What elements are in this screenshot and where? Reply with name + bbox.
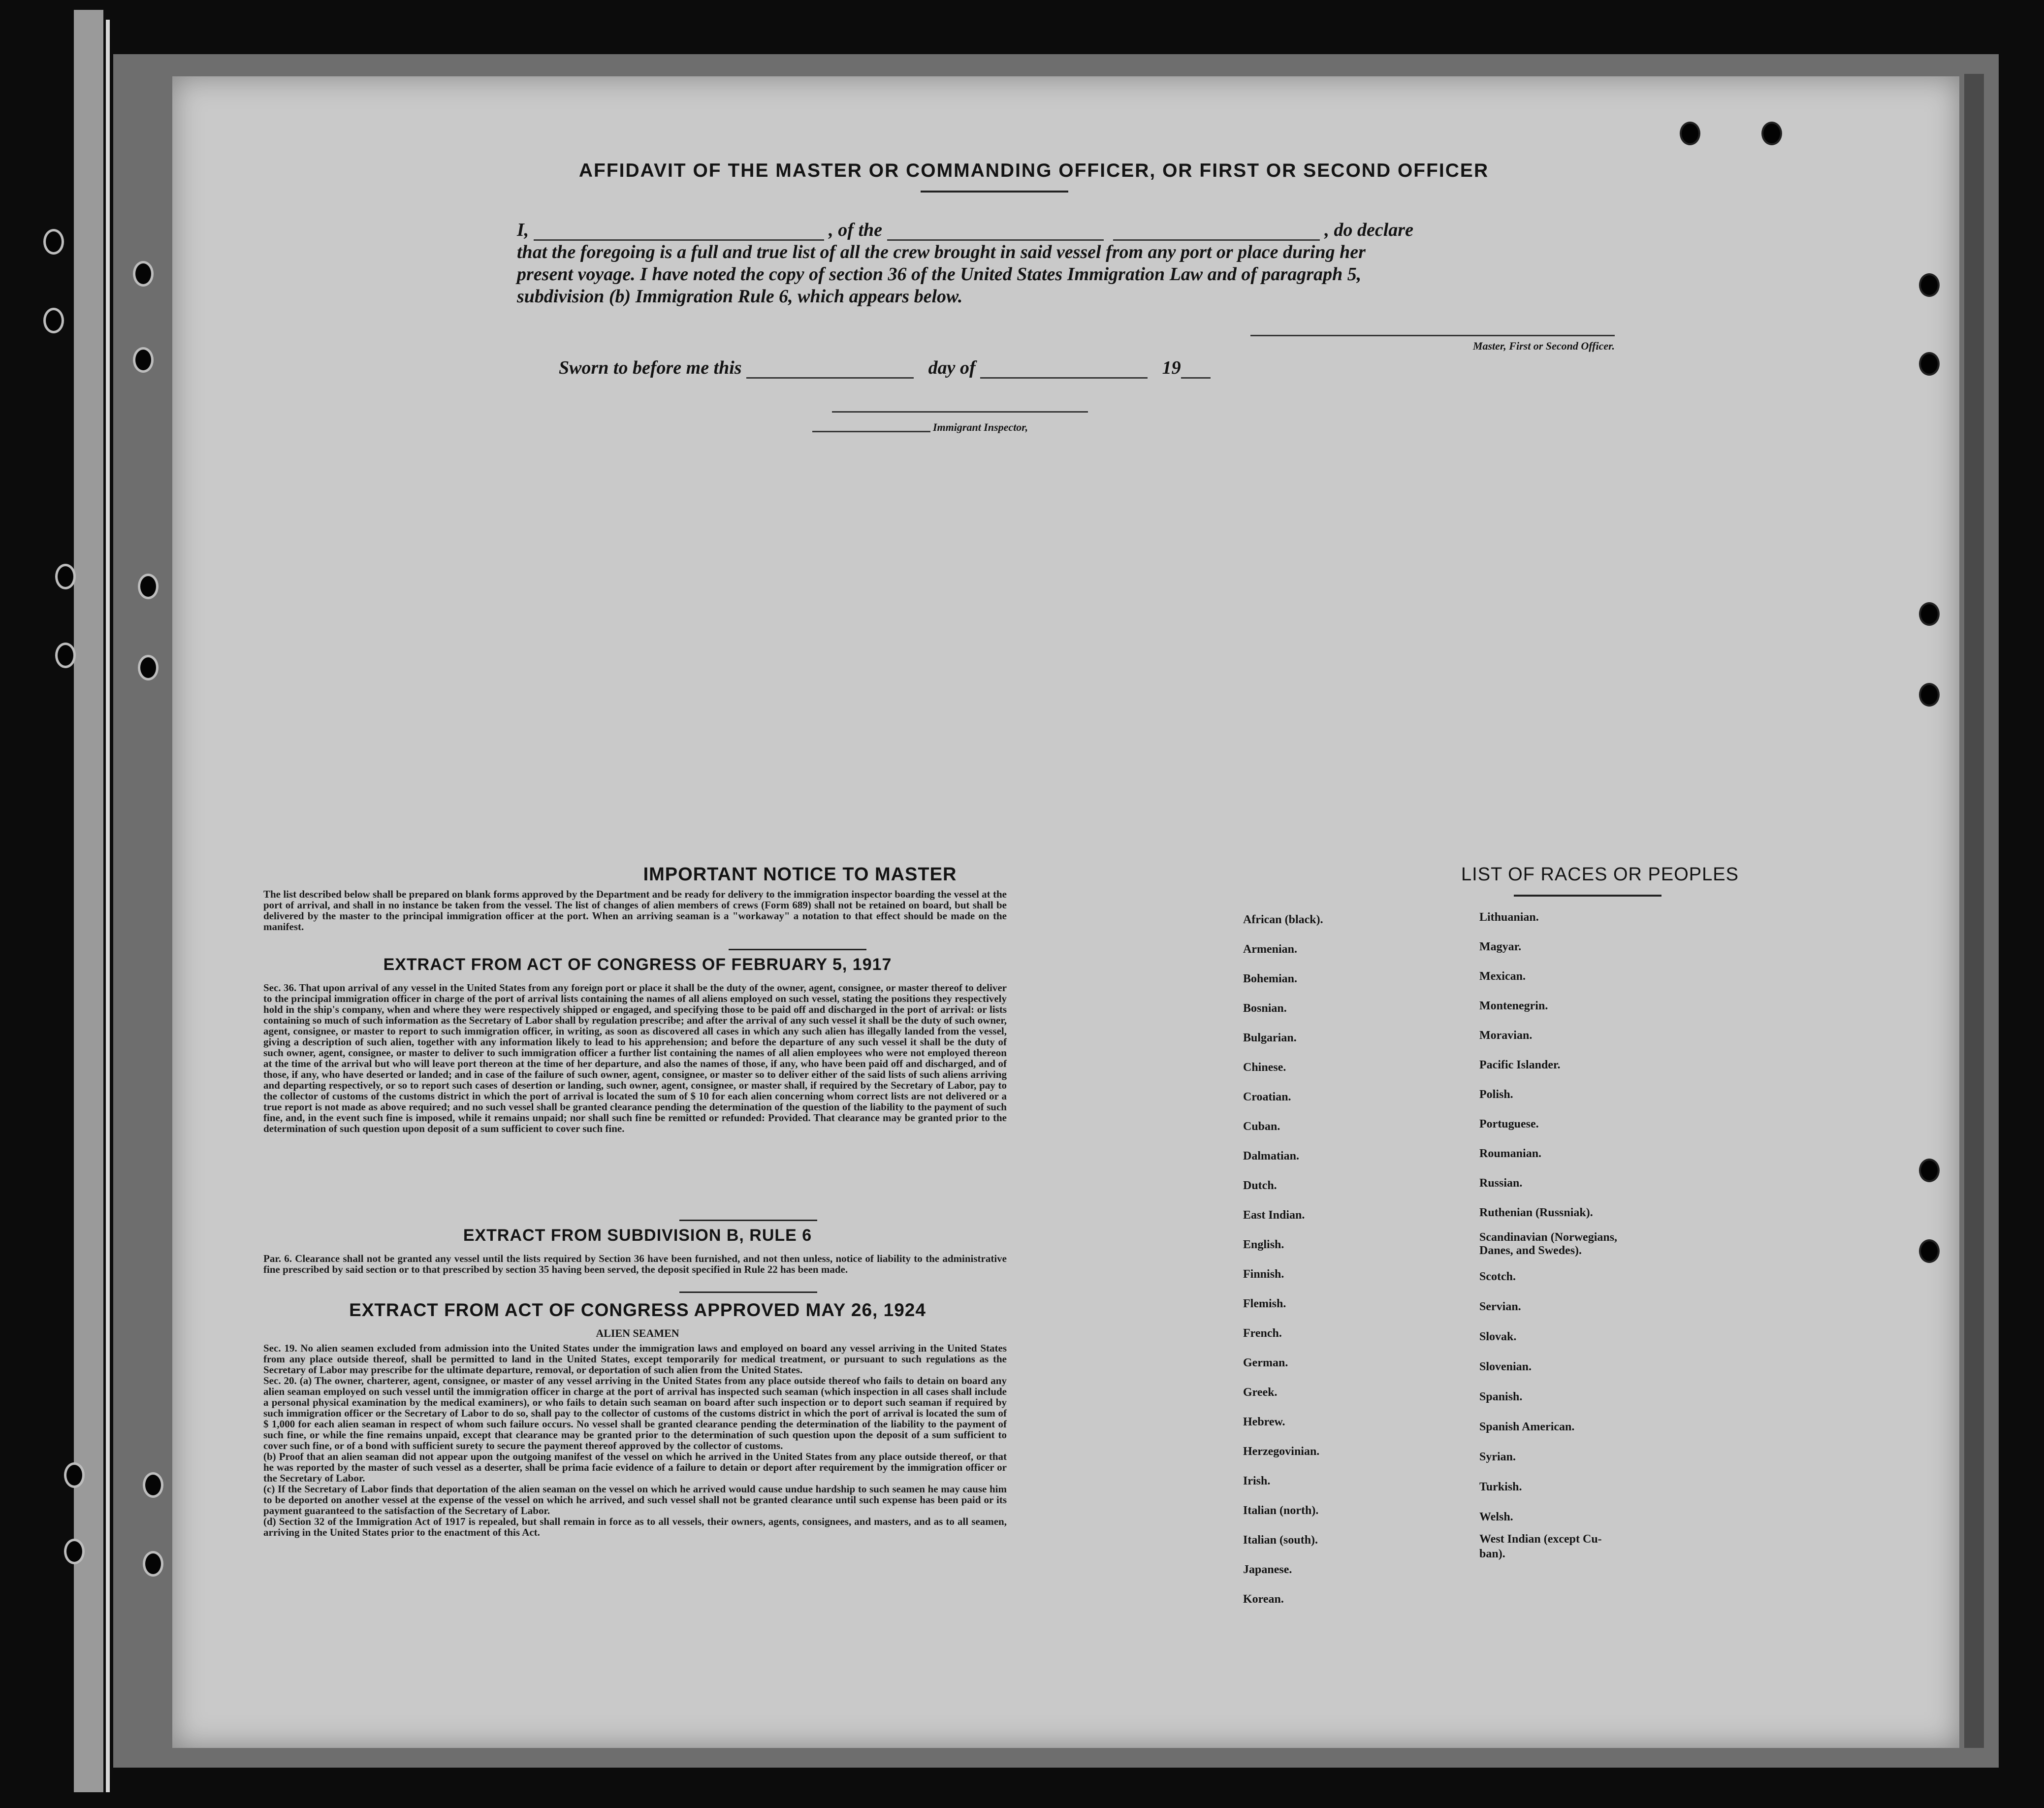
declaration-line-2: that the foregoing is a full and true list of all the crew brought in said vessel from any port or place during her [517, 242, 1366, 262]
race-item: Scandinavian (Norwegians, [1479, 1231, 1618, 1244]
race-item: Welsh. [1479, 1511, 1513, 1523]
race-item: Syrian. [1479, 1451, 1516, 1463]
race-item: Bosnian. [1243, 1002, 1287, 1015]
extract-1917-rule [679, 1220, 817, 1221]
race-item: Spanish. [1479, 1390, 1523, 1403]
punch-hole [133, 261, 154, 287]
vessel-blank [887, 225, 1104, 241]
race-item: French. [1243, 1327, 1282, 1340]
race-item: Mexican. [1479, 970, 1526, 983]
declaration-line-3: present voyage. I have noted the copy of section 36 of the United States Immigration Law and of paragraph 5, [517, 264, 1362, 285]
declaration-of-the: , of the [829, 220, 883, 240]
punch-hole [1919, 273, 1940, 297]
extract-1917-title: EXTRACT FROM ACT OF CONGRESS OF FEBRUARY 5, 1917 [383, 955, 892, 974]
sworn-line [559, 357, 1211, 379]
punch-hole [43, 229, 64, 255]
sec-19: Sec. 19. No alien seamen excluded from admission into the United States under the immigration laws and employed on board any vessel arriving in the United States from any place outside thereof, shall be permitted to land in the United States, except temporarily for medical treatment, or pursuant to such regulations as the Secretary of Labor may prescribe for the ultimate departure, removal, or deportation of such alien from the United States. [263, 1342, 1007, 1376]
punch-hole [1919, 683, 1940, 707]
race-item: Irish. [1243, 1475, 1271, 1487]
punch-hole [143, 1551, 163, 1577]
page-stack-right-edge [1964, 74, 1984, 1748]
race-item: ban). [1479, 1548, 1505, 1560]
race-item: East Indian. [1243, 1209, 1305, 1222]
punch-hole [1761, 122, 1782, 145]
race-item: Hebrew. [1243, 1416, 1285, 1428]
race-item: Dalmatian. [1243, 1150, 1299, 1162]
declaration-line-1 [517, 219, 1413, 241]
race-item: Bulgarian. [1243, 1032, 1297, 1044]
race-item: Scotch. [1479, 1270, 1516, 1283]
extract-1917-body: Sec. 36. That upon arrival of any vessel in the United States from any foreign port or place it shall be the duty of the owner, agent, consignee, or master thereof to deliver to the principal immigration officer in charge of the port of arrival lists containing the names of all aliens employed on such vessel, stating the positions they respectively hold in the ship's company, when and where they were respectively shipped or engaged, and specifying those to be paid off and discharged in the port of arrival: or lists containing so much of such information as the Secretary of Labor shall by regulation prescribe; and after the arrival of any such vessel it shall be the duty of such owner, agent, consignee, or master to report to such immigration officer, in writing, as soon as discovered all cases in which any such alien has illegally landed from the vessel, giving a description of such alien, together with any information likely to lead to his apprehension; and before the departure of any such vessel it shall be the duty of such owner, agent, consignee, or master to deliver to such immigration officer a further list containing the names of all alien employees who were not employed thereon at the time of the arrival but who will leave port thereon at the time of her departure, and also the names of those, if any, who have been paid off and discharged, and of those, if any, who have deserted or landed; and in case of the failure of such owner, agent, consignee, or master so to deliver either of the said lists of such aliens arriving and departing respectively, or so to report such cases of desertion or landing, such owner, agent, consignee, or master shall, if required by the Secretary of Labor, pay to the collector of customs of the customs district in which the port of arrival is located the sum of $ 10 for each alien concerning whom correct lists are not delivered or a true report is not made as above required; and no such vessel shall be granted clearance pending the determination of the question of the liability to the payment of such fine, and, in the event such fine is imposed, while it remains unpaid; nor shall such fine be remitted or refunded: Provided. That clearance may be granted prior to the determination of such question upon deposit of a sum sufficient to cover such fine. [263, 982, 1007, 1134]
race-item: English. [1243, 1238, 1284, 1251]
race-item: Cuban. [1243, 1120, 1280, 1133]
affidavit-title: AFFIDAVIT OF THE MASTER OR COMMANDING OFFICER, OR FIRST OR SECOND OFFICER [578, 160, 1489, 181]
race-item: Finnish. [1243, 1268, 1284, 1281]
race-item: African (black). [1243, 913, 1323, 926]
race-item: Magyar. [1479, 940, 1522, 953]
race-item: Russian. [1479, 1177, 1523, 1190]
race-item: Herzegovinian. [1243, 1445, 1320, 1458]
race-item: Bohemian. [1243, 972, 1298, 985]
extract-rule6-rule [679, 1291, 817, 1293]
race-item: West Indian (except Cu- [1479, 1533, 1602, 1546]
extract-rule6-body: Par. 6. Clearance shall not be granted any vessel until the lists required by Section 36 have been furnished, and not then unless, notice of liability to the administrative fine prescribed by said section or to that prescribed by section 35 having been served, the deposit specified in Rule 22 has been made. [263, 1253, 1007, 1275]
punch-hole [55, 643, 76, 668]
manifest-page [172, 76, 1959, 1748]
race-item: Croatian. [1243, 1091, 1291, 1103]
race-item: Portuguese. [1479, 1118, 1539, 1130]
sec-20c: (c) If the Secretary of Labor finds that deportation of the alien seaman on the vessel on which he arrived would cause undue hardship to such seamen he may cause him to be deported on another vessel at the expense of the vessel on which he arrived, and such vessel shall not be granted clearance until such expense has been paid or its payment guaranteed to the satisfaction of the Secretary of Labor. [263, 1483, 1007, 1517]
notice-title: IMPORTANT NOTICE TO MASTER [643, 864, 957, 885]
race-item: Chinese. [1243, 1061, 1286, 1074]
declaration-do-declare: , do declare [1324, 220, 1413, 240]
punch-hole [1919, 1159, 1940, 1182]
race-item: Greek. [1243, 1386, 1278, 1399]
name-blank [534, 225, 824, 241]
title-underline [921, 191, 1068, 193]
race-item: Moravian. [1479, 1029, 1533, 1042]
race-item: Slovenian. [1479, 1360, 1532, 1373]
sec-20d: (d) Section 32 of the Immigration Act of 1917 is repealed, but shall remain in force as to all vessels, their owners, agents, consignees, and masters, and as to all seamen, arriving in the United States prior to the enactment of this Act. [263, 1516, 1007, 1538]
extract-1924-title: EXTRACT FROM ACT OF CONGRESS APPROVED MAY 26, 1924 [349, 1300, 926, 1320]
race-item: Montenegrin. [1479, 1000, 1548, 1012]
punch-hole [1680, 122, 1700, 145]
sworn-month-blank [980, 362, 1148, 379]
punch-hole [55, 564, 76, 589]
declaration-i: I, [517, 220, 529, 240]
sworn-year: 19 [1162, 357, 1181, 378]
punch-hole [133, 347, 154, 373]
extract-rule6-title: EXTRACT FROM SUBDIVISION B, RULE 6 [463, 1226, 812, 1245]
binder-edge [74, 10, 103, 1792]
punch-hole [138, 574, 159, 599]
race-item: Korean. [1243, 1593, 1284, 1606]
race-item: Italian (south). [1243, 1534, 1318, 1547]
race-item: Roumanian. [1479, 1147, 1542, 1160]
race-item: Slovak. [1479, 1330, 1517, 1343]
punch-hole [43, 308, 64, 333]
race-item: Dutch. [1243, 1179, 1277, 1192]
sworn-day-blank [746, 362, 914, 379]
race-item: Ruthenian (Russniak). [1479, 1206, 1593, 1219]
race-item: Spanish American. [1479, 1421, 1575, 1433]
sworn-prefix: Sworn to before me this [559, 357, 742, 378]
sec-20b: (b) Proof that an alien seaman did not appear upon the outgoing manifest of the vessel on which he arrived in the United States from any place outside thereof, or that he was reported by the master of such vessel as a deserter, shall be prima facie evidence of a failure to detain or deport after requirement by the immigration officer or the Secretary of Labor. [263, 1451, 1007, 1484]
race-item: Servian. [1479, 1300, 1521, 1313]
punch-hole [1919, 1239, 1940, 1263]
punch-hole [1919, 602, 1940, 626]
vessel-blank-2 [1113, 225, 1320, 241]
punch-hole [64, 1539, 85, 1564]
punch-hole [1919, 352, 1940, 376]
race-item: Japanese. [1243, 1563, 1292, 1576]
signature-label: Master, First or Second Officer. [1472, 340, 1615, 352]
binder-edge-highlight [106, 20, 110, 1792]
signature-line [1250, 335, 1615, 336]
punch-hole [138, 655, 159, 680]
race-item: Flemish. [1243, 1297, 1286, 1310]
race-item: Danes, and Swedes). [1479, 1244, 1582, 1257]
inspector-signature-line [832, 411, 1088, 413]
race-item: Armenian. [1243, 943, 1297, 956]
sworn-day-of: day of [928, 357, 976, 378]
races-title: LIST OF RACES OR PEOPLES [1461, 864, 1739, 885]
race-item: German. [1243, 1356, 1288, 1369]
sworn-year-blank [1181, 362, 1211, 379]
race-item: Lithuanian. [1479, 911, 1539, 924]
race-item: Italian (north). [1243, 1504, 1319, 1517]
inspector-signature-line-2 [812, 431, 930, 432]
declaration-line-4: subdivision (b) Immigration Rule 6, which appears below. [517, 286, 963, 307]
extract-1924-subtitle: ALIEN SEAMEN [596, 1327, 679, 1339]
punch-hole [64, 1462, 85, 1488]
notice-rule [729, 949, 866, 950]
notice-body: The list described below shall be prepared on blank forms approved by the Department and be ready for delivery to the immigration inspector boarding the vessel at the port of arrival, and shall in no instance be taken from the vessel. The list of changes of alien members of crews (Form 689) shall not be retained on board, but shall be delivered by the master to the principal immigration officer at the port. When an arriving seaman is a "workaway" a notation to that effect should be made on the manifest. [263, 888, 1007, 933]
race-item: Pacific Islander. [1479, 1059, 1561, 1071]
races-underline [1514, 895, 1661, 897]
inspector-label: Immigrant Inspector, [933, 421, 1028, 433]
race-item: Turkish. [1479, 1481, 1522, 1493]
race-item: Polish. [1479, 1088, 1513, 1101]
extract-1924-body [263, 1343, 1007, 1538]
sec-20a: Sec. 20. (a) The owner, charterer, agent, consignee, or master of any vessel arriving in the United States from any place outside thereof who fails to detain on board any alien seaman employed on such vessel until the immigration officer in charge at the port of arrival has inspected such seaman (which inspection in all cases shall include a personal physical examination by the medical examiners), or who fails to detain such seaman on board after such inspection or to deport such seaman if required by such immigration officer or the Secretary of Labor to do so, shall pay to the collector of customs of the customs district in which the port of arrival is located the sum of $ 1,000 for each alien seaman in respect of whom such failure occurs. No vessel shall be granted clearance pending the determination of the liability to the payment of such fine, or while the fine remains unpaid, except that clearance may be granted prior to the determination of such question upon the deposit of a sum sufficient to cover such fine, or of a bond with sufficient surety to secure the payment thereof approved by the collector of customs. [263, 1375, 1007, 1452]
punch-hole [143, 1472, 163, 1498]
